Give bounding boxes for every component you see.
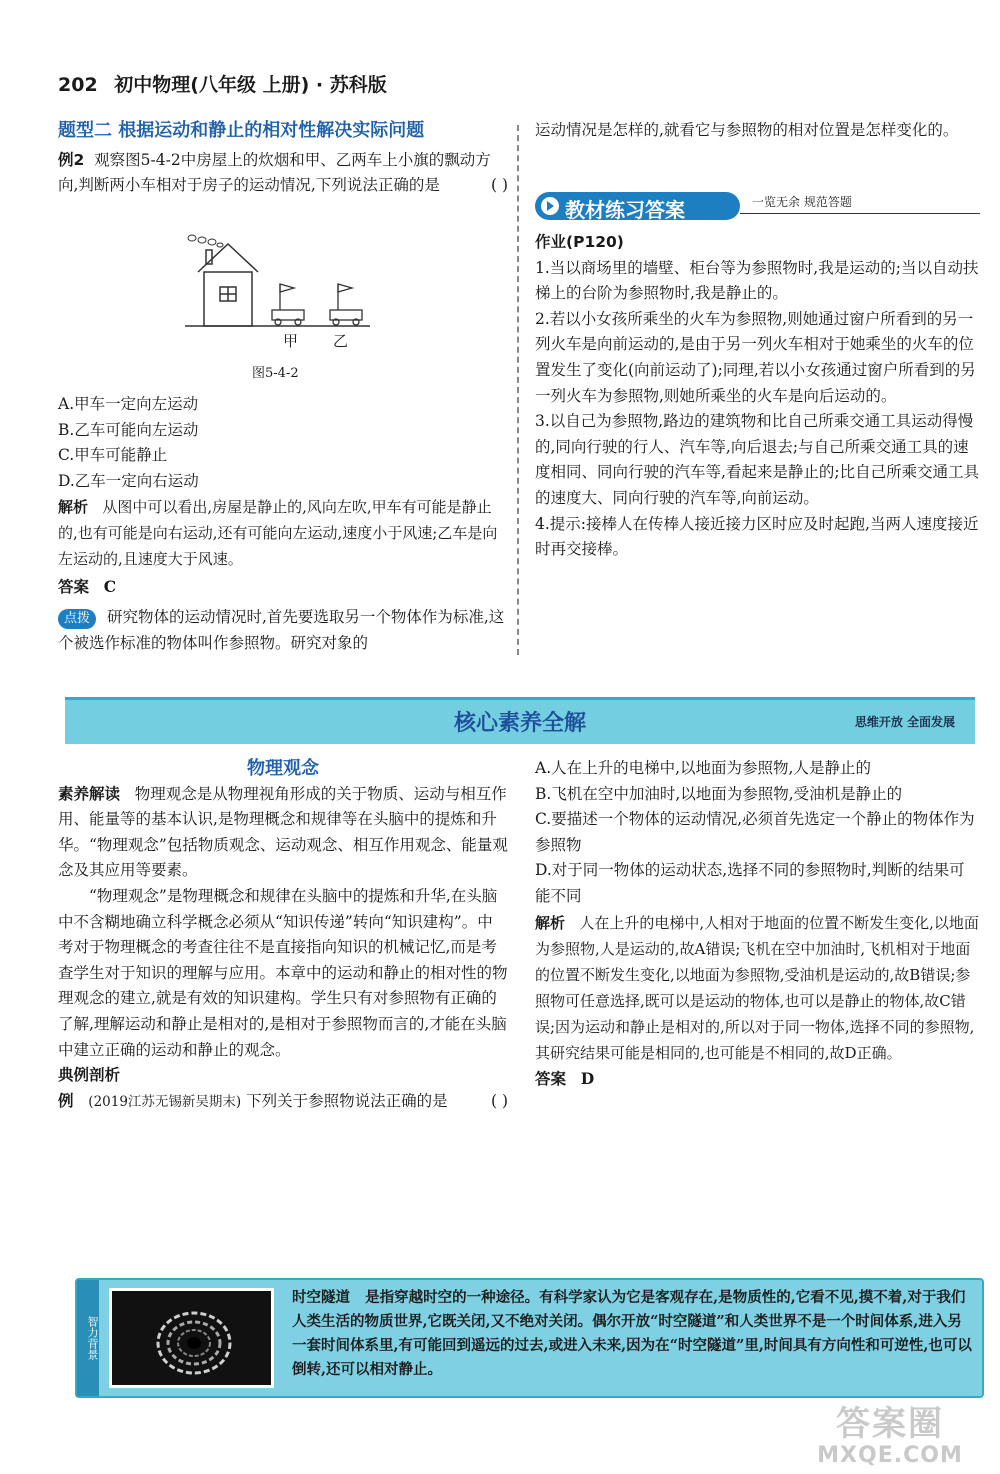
banner-subtitle: 思维开放 全面发展 (854, 715, 955, 729)
answers-banner-title: 教材练习答案 (565, 198, 685, 222)
analysis-text: 从图中可以看出,房屋是静止的,风向左吹,甲车有可能是静止的,也有可能是向右运动,还有可能向左运动,速度小于风速;乙车是向左运动的,且速度大于风速。 (58, 498, 498, 569)
figure-caption: 图5-4-2 (252, 366, 299, 381)
example-source: (2019江苏无锡新吴期末) (88, 1093, 242, 1110)
watermark-text: 答案圈 (836, 1404, 944, 1444)
case-label: 典例剖析 (58, 1066, 121, 1085)
right-top-column (535, 118, 980, 144)
reading-p1 (58, 782, 508, 884)
car-yi-icon (330, 284, 362, 325)
example-2 (58, 148, 508, 199)
figure-label-yi: 乙 (333, 332, 349, 350)
book-title: 初中物理(八年级 上册) · 苏科版 (114, 74, 387, 96)
answer-value-2: D (580, 1068, 595, 1088)
answer-label: 答案 (58, 578, 90, 597)
answers-subtitle: 一览无余 规范答题 (752, 195, 852, 209)
answers-rule (740, 213, 980, 214)
side-label: 智力背景 (77, 1280, 99, 1396)
reading-text-1: 物理观念是从物理视角形成的关于物质、运动与相互作用、能量等的基本认识,是物理概念和规律等在头脑中的提炼和升华。“物理观念”包括物质观念、运动观念、相互作用观念、能量观念及其应用等要素。 (58, 784, 508, 880)
banner-title: 核心素养全解 (453, 711, 586, 736)
option-b-2: B.飞机在空中加油时,以地面为参照物,受油机是静止的 (535, 784, 903, 803)
example-question: 下列关于参照物说法正确的是 (246, 1091, 448, 1110)
answer-bracket-2: ( ) (490, 1091, 508, 1110)
option-d: D.乙车一定向右运动 (58, 471, 199, 490)
left-top-lower (58, 392, 508, 656)
analysis-label: 解析 (58, 498, 89, 517)
example-text: 观察图5-4-2中房屋上的炊烟和甲、乙两车上小旗的飘动方向,判断两小车相对于房子的运动情况,下列说法正确的是 (58, 150, 491, 195)
tip-badge: 点拨 (58, 609, 96, 629)
play-icon (541, 197, 559, 215)
background-body: 是指穿越时空的一种途径。有科学家认为它是客观存在,是物质性的,它看不见,摸不着,对于我们人类生活的物质世界,它既关闭,又不绝对关闭。偶尔开放“时空隧道”和人类世界不是一个时间体系,进入另一套时间体系里,有可能回到遥远的过去,或进入未来,因为在“时空隧道”里,时间具有方向性和可逆性,也可以倒转,还可以相对静止。 (292, 1289, 972, 1378)
background-text (292, 1286, 972, 1382)
answer-value: C (103, 577, 117, 597)
analysis (58, 494, 508, 572)
figure-house-cars (180, 232, 380, 372)
right-bottom-column (535, 756, 980, 1092)
house-icon (198, 244, 258, 326)
option-d-2: D.对于同一物体的运动状态,选择不同的参照物时,判断的结果可能不同 (535, 861, 965, 905)
homework-item-1: 1.当以商场里的墙壁、柜台等为参照物时,我是运动的;当以自动扶梯上的台阶为参照物时,我是静止的。 (535, 258, 979, 303)
figure-label-jia: 甲 (283, 332, 299, 350)
analysis-label-2: 解析 (535, 913, 566, 932)
option-a-2: A.人在上升的电梯中,以地面为参照物,人是静止的 (535, 759, 871, 777)
tunnel-photo (109, 1288, 274, 1388)
continued-text: 运动情况是怎样的,就看它与参照物的相对位置是怎样变化的。 (535, 121, 959, 139)
homework-answers (535, 230, 980, 563)
column-divider (517, 125, 519, 655)
topic-title: 物理观念 (247, 758, 319, 779)
watermark (790, 1405, 990, 1469)
option-c: C.甲车可能静止 (58, 446, 168, 465)
homework-item-4: 4.提示:接棒人在传棒人接近接力区时应及时起跑,当两人速度接近时再交接棒。 (535, 514, 979, 559)
analysis-2 (535, 910, 980, 1066)
car-jia-icon (272, 284, 304, 325)
left-bottom-column (58, 756, 508, 1115)
smoke-icon (188, 235, 223, 247)
example-line (58, 1089, 508, 1116)
answer-label-2: 答案 (535, 1069, 567, 1088)
core-literacy-banner (65, 697, 975, 744)
answer-bracket: ( ) (490, 176, 508, 195)
answer-line (58, 574, 508, 601)
analysis-text-2: 人在上升的电梯中,人相对于地面的位置不断发生变化,以地面为参照物,人是运动的,故A错误;飞机在空中加油时,飞机相对于地面的位置不断发生变化,以地面为参照物,受油机是运动的,故B错误;参照物可任意选择,既可以是运动的物体,也可以是静止的物体,故C错误;因为运动和静止是相对的,所以对于同一物体,选择不同的参照物,其研究结果可能是相同的,也可能是不相同的,故D正确。 (535, 913, 979, 1062)
section-title: 题型二 根据运动和静止的相对性解决实际问题 (58, 120, 425, 141)
reading-p2: “物理观念”是物理概念和规律在头脑中的提炼和升华,在头脑中不含糊地确立科学概念必须从“知识传递”转向“知识建构”。中考对于物理概念的考查往往不是直接指向知识的机械记忆,而是考查学生对于知识的理解与应用。本章中的运动和静止的相对性的物理观念的建立,就是有效的知识建构。学生只有对参照物有正确的了解,理解运动和静止是相对的,是相对于参照物而言的,才能在头脑中建立正确的运动和静止的观念。 (58, 886, 508, 1059)
option-c-2: C.要描述一个物体的运动情况,必须首先选定一个静止的物体作为参照物 (535, 810, 975, 854)
page-number: 202 (58, 74, 98, 96)
tip (58, 605, 508, 656)
example-label-2: 例 (58, 1091, 74, 1110)
homework-item-2: 2.若以小女孩所乘坐的火车为参照物,则她通过窗户所看到的另一列火车是向前运动的,是由于另一列火车相对于她乘坐的火车的位置发生了变化(向前运动了);同理,若以小女孩通过窗户所看到的另一列火车为参照物,则她所乘坐的火车是向后运动的。 (535, 309, 976, 405)
left-top-column (58, 118, 508, 199)
page-header (58, 70, 387, 97)
tunnel-image-icon (112, 1291, 271, 1385)
homework-title: 作业(P120) (535, 233, 624, 251)
watermark-url: MXQE.COM (817, 1443, 963, 1468)
example-label: 例2 (58, 150, 85, 169)
background-knowledge-box (75, 1278, 984, 1398)
background-title: 时空隧道 (292, 1290, 350, 1306)
answers-banner (535, 192, 740, 220)
reading-label: 素养解读 (58, 784, 121, 803)
homework-item-3: 3.以自己为参照物,路边的建筑物和比自己所乘交通工具运动得慢的,同向行驶的行人、汽车等,向后退去;与自己所乘交通工具的速度相同、同向行驶的汽车等,看起来是静止的;比自己所乘交通工具的速度大、同向行驶的汽车等,向前运动。 (535, 412, 980, 507)
option-a: A.甲车一定向左运动 (58, 395, 199, 413)
option-b: B.乙车可能向左运动 (58, 420, 199, 439)
answer-line-2 (535, 1066, 980, 1093)
tip-text: 研究物体的运动情况时,首先要选取另一个物体作为标准,这个被选作标准的物体叫作参照物。研究对象的 (58, 607, 505, 652)
